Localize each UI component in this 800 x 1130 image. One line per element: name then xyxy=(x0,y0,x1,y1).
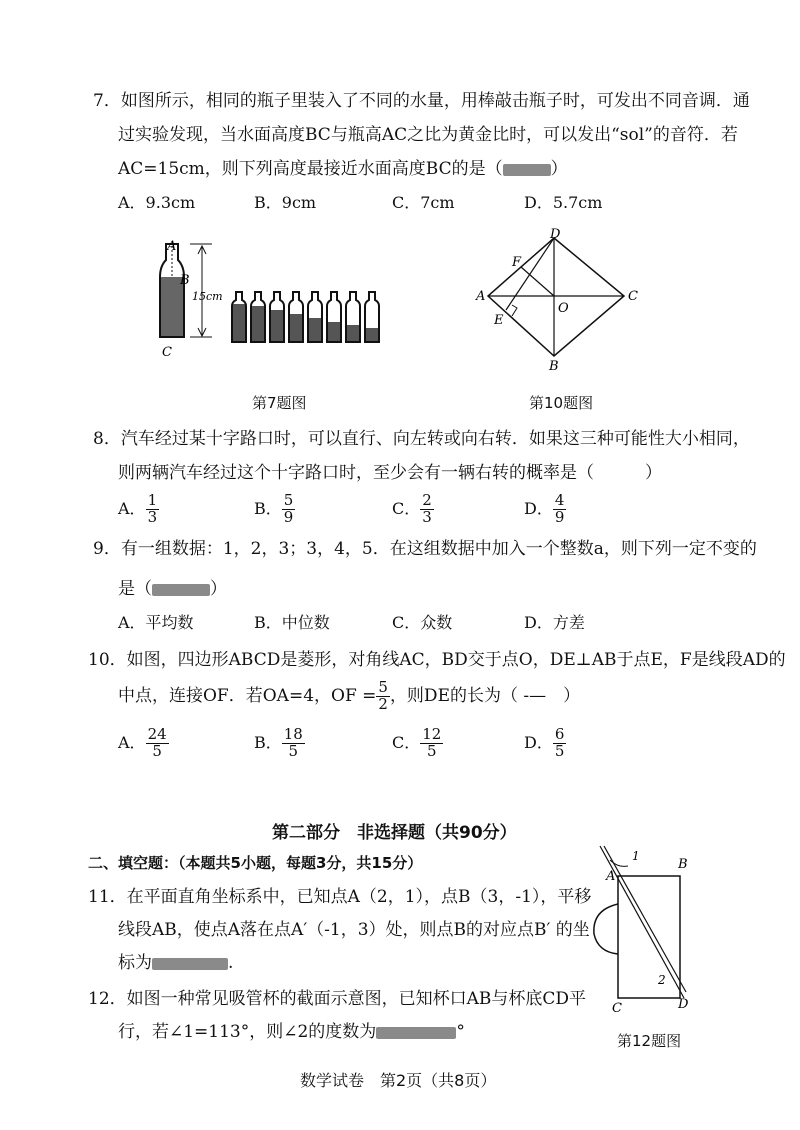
answer-blank xyxy=(152,958,228,970)
q9-option-a: A．平均数 xyxy=(118,613,194,632)
part2-title: 第二部分 非选择题（共90分） xyxy=(272,823,517,843)
answer-blank xyxy=(152,584,210,596)
label-c: C xyxy=(162,345,172,360)
q9-line2: 是（ ） xyxy=(118,579,227,599)
q9-line1: 9．有一组数据：1，2，3；3，4，5．在这组数据中加入一个整数a，则下列一定不变的 xyxy=(93,539,757,559)
label-15cm: 15cm xyxy=(192,290,223,303)
label-b: B xyxy=(678,857,688,872)
label-a: A xyxy=(167,239,177,254)
q7-line1: 7．如图所示，相同的瓶子里装入了不同的水量，用棒敲击瓶子时，可发出不同音调．通 xyxy=(93,91,750,111)
q11-line2: 线段AB，使点A落在点A′（-1，3）处，则点B的对应点B′ 的坐 xyxy=(118,920,590,940)
main-bottle xyxy=(160,244,184,337)
q8-option-d: D． $\frac{4}{9}$ xyxy=(524,491,565,526)
q11-line3: 标为 . xyxy=(118,953,234,973)
q12-line2: 行，若∠1=113°，则∠2的度数为 ° xyxy=(118,1022,465,1042)
q7-line2: 过实验发现，当水面高度BC与瓶高AC之比为黄金比时，可以发出“sol”的音符．若 xyxy=(118,125,738,145)
q7-line3-text: AC=15cm，则下列高度最接近水面高度BC的是（ xyxy=(118,159,503,179)
q7-option-b: B．9cm xyxy=(254,193,317,212)
q9-option-c: C．众数 xyxy=(392,613,453,632)
figure-7-caption: 第7题图 xyxy=(252,394,307,412)
figure-7-bottles xyxy=(140,232,400,362)
label-b: B xyxy=(180,273,190,288)
label-c: C xyxy=(628,289,638,304)
q7-line3 xyxy=(118,154,568,179)
q7-line3-end: ） xyxy=(550,159,568,179)
figure-10-rhombus xyxy=(472,228,652,372)
q10-option-a: A． $\frac{24}{5}$ xyxy=(118,725,167,760)
label-a: A xyxy=(476,289,486,304)
label-o: O xyxy=(558,301,569,316)
q7-option-a: A．9.3cm xyxy=(118,193,196,212)
figure-12-caption: 第12题图 xyxy=(617,1032,682,1050)
q10-option-c: C． $\frac{12}{5}$ xyxy=(392,725,442,760)
page-footer: 数学试卷 第2页（共8页） xyxy=(300,1071,497,1090)
angle-1-label: 1 xyxy=(632,849,640,863)
q11-line1: 11．在平面直角坐标系中，已知点A（2，1），点B（3，-1），平移 xyxy=(88,887,592,907)
answer-blank xyxy=(376,1027,456,1039)
q8-option-a: A． $\frac{1}{3}$ xyxy=(118,491,158,526)
q8-line2: 则两辆汽车经过这个十字路口时，至少会有一辆右转的概率是（ ） xyxy=(118,463,662,483)
angle-2-label: 2 xyxy=(658,973,666,987)
q9-option-b: B．中位数 xyxy=(254,613,330,632)
label-e: E xyxy=(494,313,504,328)
q10-option-b: B． $\frac{18}{5}$ xyxy=(254,725,303,760)
q10-line2: 中点，连接OF．若OA=4，OF = $\frac{5}{2}$ ，则DE的长为（ -— ） xyxy=(118,678,581,713)
bottle-row xyxy=(232,292,379,342)
label-a: A xyxy=(606,869,616,884)
q10-line1: 10．如图，四边形ABCD是菱形，对角线AC，BD交于点O，DE⊥AB于点E，F是线段AD的 xyxy=(88,650,786,670)
q8-option-c: C． $\frac{2}{3}$ xyxy=(392,491,432,526)
answer-blank xyxy=(503,164,551,176)
label-d: D xyxy=(550,228,561,242)
label-f: F xyxy=(512,255,522,270)
q12-line1: 12．如图一种常见吸管杯的截面示意图，已知杯口AB与杯底CD平 xyxy=(88,989,587,1009)
section-fill-in-title: 二、填空题：（本题共5小题，每题3分，共15分） xyxy=(88,854,423,872)
label-d: D xyxy=(678,997,689,1012)
q9-option-d: D．方差 xyxy=(524,613,585,632)
q10-option-d: D． $\frac{6}{5}$ xyxy=(524,725,565,760)
q8-option-b: B． $\frac{5}{9}$ xyxy=(254,491,294,526)
q8-line1: 8．汽车经过某十字路口时，可以直行、向左转或向右转．如果这三种可能性大小相同， xyxy=(93,429,750,449)
label-b: B xyxy=(549,359,559,372)
figure-10-caption: 第10题图 xyxy=(529,394,594,412)
q7-option-d: D．5.7cm xyxy=(524,193,603,212)
figure-12-cup xyxy=(588,842,698,1012)
q7-option-c: C．7cm xyxy=(392,193,455,212)
label-c: C xyxy=(612,1001,622,1012)
